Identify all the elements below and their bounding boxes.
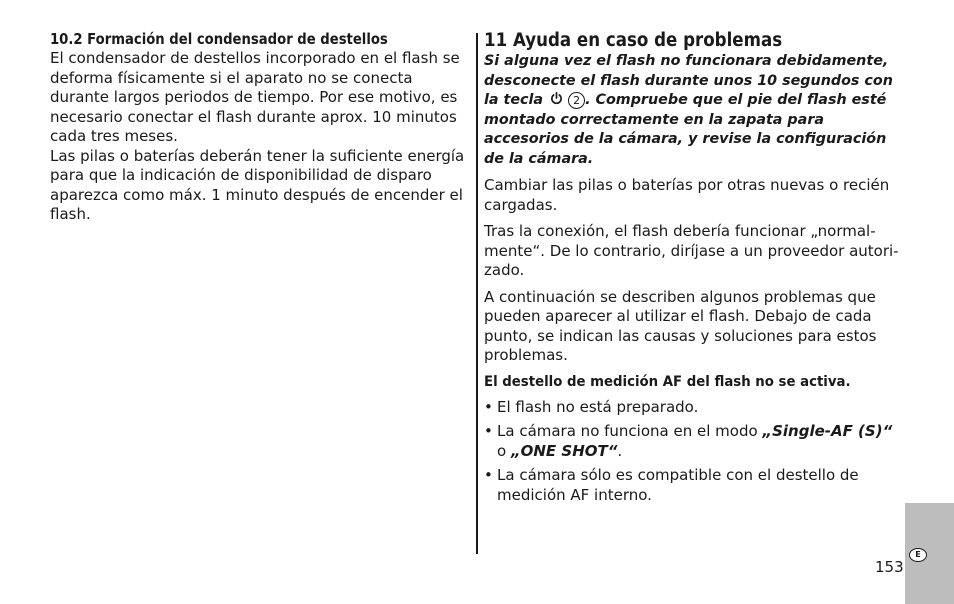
intro-text-b: . Compruebe que el pie del flash esté montado correctamente en la zapata para accesorios de la cámara, y revise la configuración de la cámara. bbox=[484, 92, 887, 167]
page-number: 153 bbox=[875, 558, 904, 576]
bullet-icon: • bbox=[484, 466, 493, 484]
paragraph-problems-intro: A continuación se describen algunos problemas que pueden aparecer al utilizar el flash. Debajo de cada punto, se indican las causas y soluciones para estos problemas. bbox=[484, 287, 877, 364]
mode-single-af: „Single-AF (S)“ bbox=[762, 422, 893, 440]
left-column bbox=[50, 30, 470, 225]
paragraph-batteries: Las pilas o baterías deberán tener la suficiente energía para que la indicación de disponibilidad de disparo aparezca como máx. 1 minuto después de encender el flash. bbox=[50, 146, 465, 223]
mode-one-shot: „ONE SHOT“ bbox=[510, 441, 618, 460]
language-badge: E bbox=[909, 548, 927, 562]
section-heading-11: 11 Ayuda en caso de problemas bbox=[484, 30, 783, 51]
paragraph-after-connection: Tras la conexión, el flash debería funcionar „normal-mente“. De lo contrario, diríjase a un proveedor autori-zado. bbox=[484, 222, 899, 279]
bullet-icon: • bbox=[484, 422, 493, 440]
af-cause-list bbox=[484, 398, 906, 506]
circled-number-2: 2 bbox=[568, 92, 585, 109]
right-column bbox=[484, 30, 906, 510]
paragraph-condenser: El condensador de destellos incorporado en el flash se deforma físicamente si el aparato no se conecta durante largos periodos de tiempo. Por ese motivo, es necesario conectar el flash durante aprox. 10 minutos cada tres meses. bbox=[50, 49, 460, 145]
troubleshoot-intro bbox=[484, 52, 906, 169]
list-item: • La cámara no funciona en el modo „Single-AF (S)“ o „ONE SHOT“. bbox=[484, 422, 893, 460]
section-heading-10-2: 10.2 Formación del condensador de destellos bbox=[50, 30, 388, 48]
af-problem-heading: El destello de medición AF del flash no se activa. bbox=[484, 373, 851, 390]
list-item: • El flash no está preparado. bbox=[484, 397, 699, 416]
power-icon bbox=[550, 92, 563, 105]
paragraph-replace-batteries: Cambiar las pilas o baterías por otras nuevas o recién cargadas. bbox=[484, 176, 890, 214]
bullet-icon: • bbox=[484, 397, 493, 416]
intro-text-a: Si alguna vez el flash no funcionara debidamente, desconecte el flash durante unos 10 segundos con la tecla bbox=[484, 53, 893, 108]
list-item: • La cámara sólo es compatible con el destello de medición AF interno. bbox=[484, 466, 859, 504]
column-divider bbox=[476, 33, 478, 554]
